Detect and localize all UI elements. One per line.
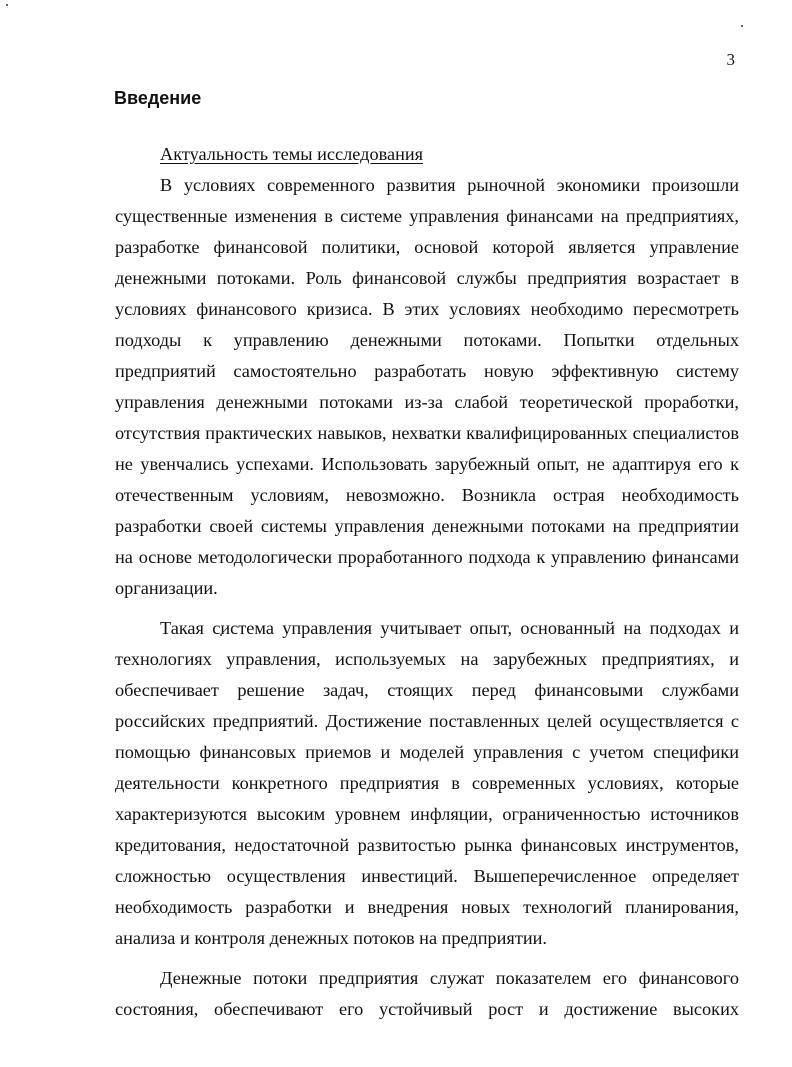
page-heading: Введение xyxy=(114,88,202,108)
scan-speck xyxy=(6,4,8,6)
paragraph: В условиях современного развития рыночной экономики произошли существенные изменения в системе управления финансами на предприятиях, разработке финансовой политики, основой которой является управление денежными потоками. Роль финансовой службы предприятия возрастает в условиях финансового кризиса. В этих условиях необходимо пересмотреть подходы к управлению денежными потоками. Попытки отдельных предприятий самостоятельно разработать новую эффективную систему управления денежными потоками из-за слабой теоретической проработки, отсутствия практических навыков, нехватки квалифицированных специалистов не увенчались успехами. Использовать зарубежный опыт, не адаптируя его к отечественным условиям, невозможно. Возникла острая необходимость разработки своей системы управления денежными потоками на предприятии на основе методологически проработанного подхода к управлению финансами организации. xyxy=(115,175,739,598)
paragraph: Такая система управления учитывает опыт, основанный на подходах и технологиях управления, используемых на зарубежных предприятиях, и обеспечивает решение задач, стоящих перед финансовыми службами российских предприятий. Достижение поставленных целей осуществляется с помощью финансовых приемов и моделей управления с учетом специфики деятельности конкретного предприятия в современных условиях, которые характеризуются высоким уровнем инфляции, ограниченностью источников кредитования, недостаточной развитостью рынка финансовых инструментов, сложностью осуществления инвестиций. Вышеперечисленное определяет необходимость разработки и внедрения новых технологий планирования, анализа и контроля денежных потоков на предприятии. xyxy=(115,618,739,948)
section-body xyxy=(115,139,739,1025)
scan-speck xyxy=(741,25,743,27)
page-number: 3 xyxy=(726,50,735,69)
section-title: Актуальность темы исследования xyxy=(160,144,424,164)
paragraph: Денежные потоки предприятия служат показателем его финансового состояния, обеспечивают его устойчивый рост и достижение высоких xyxy=(115,968,739,1019)
